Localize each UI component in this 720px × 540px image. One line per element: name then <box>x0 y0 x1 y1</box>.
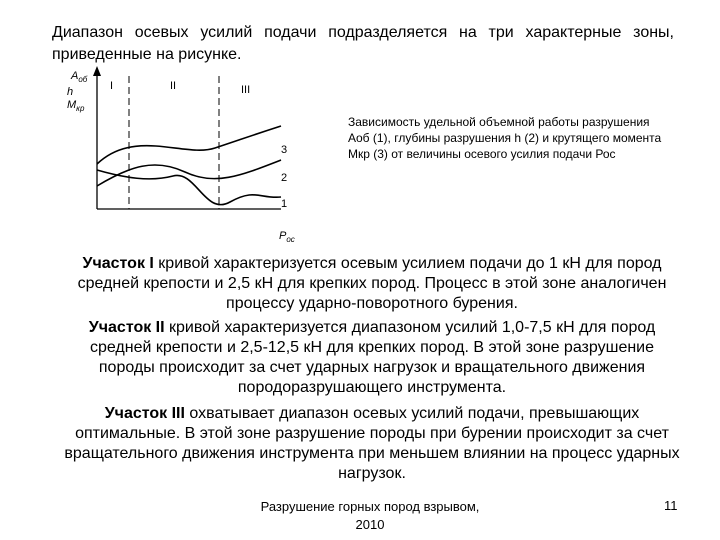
chart-figure <box>55 66 315 246</box>
zone-label-2: II <box>170 80 177 92</box>
section-2-title: Участок II <box>88 319 165 336</box>
x-label-p-sub: ос <box>286 235 295 245</box>
curve-3 <box>97 126 281 164</box>
figure-caption: Зависимость удельной объемной работы разрушения Аоб (1), глубины разрушения h (2) и крутящего момента Мкр (3) от величины осевого усилия подачи Рос <box>348 115 662 161</box>
x-label-p-text: Р <box>279 230 287 242</box>
page-number: 11 <box>664 498 678 513</box>
curve-2 <box>97 160 281 186</box>
y-label-h: h <box>67 86 74 98</box>
curve-label-2: 2 <box>281 172 288 184</box>
y-label-a <box>71 70 87 84</box>
curve-label-1: 1 <box>281 198 288 210</box>
y-label-m-sub: кр <box>76 104 85 114</box>
y-label-a-sub: об <box>78 75 88 85</box>
y-label-a-text: А <box>71 70 79 82</box>
x-label-p <box>279 230 295 244</box>
curve-1 <box>97 170 281 205</box>
zone-label-1: I <box>110 80 114 92</box>
section-2-text: кривой характеризуется диапазоном усилий 1,0-7,5 кН для пород средней крепости и 2,5-12,5 кН для крепких пород. В этой зоне разрушение породы происходит за счет ударных нагрузок и вращательного движения породоразрушающего инструмента. <box>89 319 656 396</box>
intro-paragraph: Диапазон осевых усилий подачи подразделяется на три характерные зоны, приведенные на рисунке. <box>52 24 674 63</box>
footer-title: Разрушение горных пород взрывом, 2010 <box>260 499 480 532</box>
curve-label-3: 3 <box>281 144 288 156</box>
section-2 <box>60 318 684 398</box>
chart-svg <box>55 66 315 246</box>
section-3-text: охватывает диапазон осевых усилий подачи, превышающих оптимальные. В этой зоне разрушение породы при бурении происходит за счет вращательного движения инструмента при меньшем влиянии на процесс ударных нагрузок. <box>64 405 680 482</box>
y-axis-arrow <box>93 66 101 76</box>
section-1-text: кривой характеризуется осевым усилием подачи до 1 кН для пород средней крепости и 2,5 кН для крепких пород. Процесс в этой зоне аналогичен процессу ударно-поворотного бурения. <box>77 255 667 312</box>
y-label-m <box>67 99 84 113</box>
section-3-title: Участок III <box>104 405 185 422</box>
section-3 <box>60 404 684 484</box>
section-1-title: Участок I <box>82 255 154 272</box>
section-1 <box>60 254 684 314</box>
zone-label-3: III <box>241 84 251 96</box>
y-label-m-text: М <box>67 99 77 111</box>
